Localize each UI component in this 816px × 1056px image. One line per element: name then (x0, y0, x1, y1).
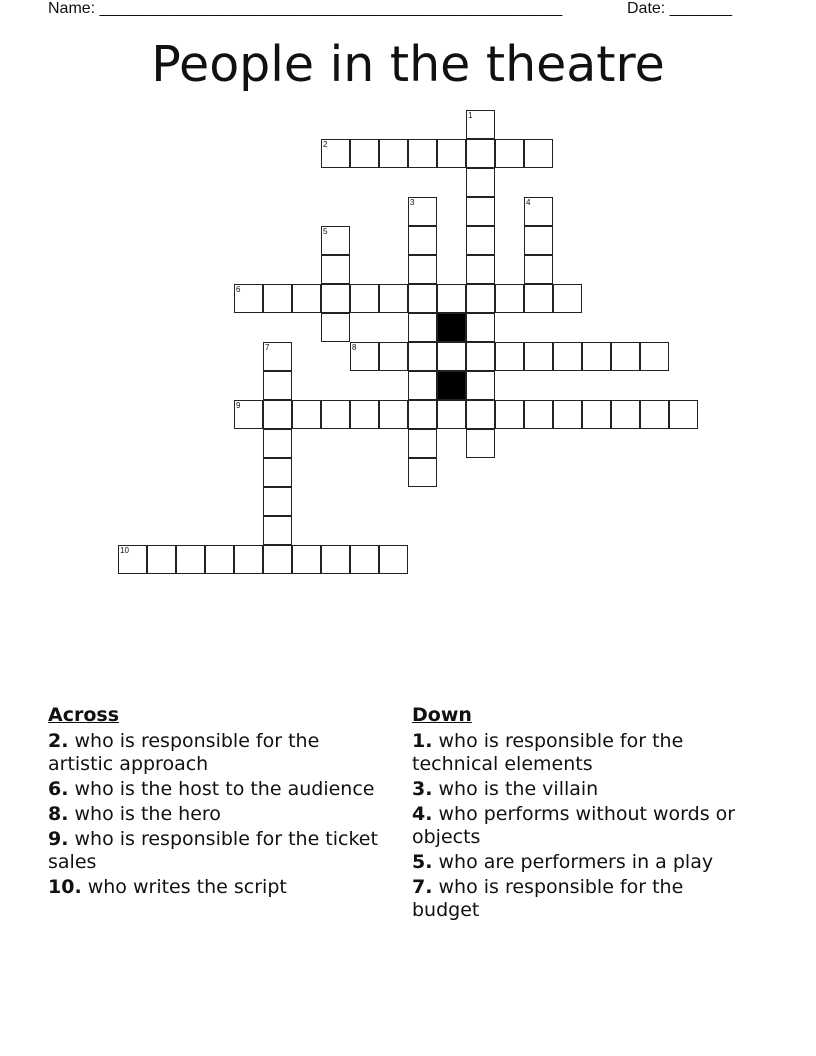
grid-cell[interactable] (263, 284, 292, 313)
clue-item-number: 10. (48, 876, 82, 898)
grid-cell[interactable] (466, 255, 495, 284)
grid-cell[interactable] (408, 284, 437, 313)
grid-cell[interactable] (350, 284, 379, 313)
grid-cell[interactable] (321, 400, 350, 429)
grid-cell[interactable] (205, 545, 234, 574)
grid-cell[interactable] (292, 545, 321, 574)
across-clues (48, 704, 388, 901)
clue-item-number: 4. (412, 803, 433, 825)
grid-cell[interactable] (408, 226, 437, 255)
grid-cell[interactable] (234, 545, 263, 574)
black-square (437, 371, 466, 400)
grid-cell[interactable] (292, 400, 321, 429)
grid-cell[interactable] (524, 284, 553, 313)
grid-cell[interactable] (466, 168, 495, 197)
clue-number: 9 (236, 401, 241, 410)
clue-number: 7 (265, 343, 270, 352)
clue-number: 1 (468, 111, 473, 120)
grid-cell[interactable] (379, 400, 408, 429)
grid-cell[interactable] (437, 139, 466, 168)
clue-item-text: who writes the script (87, 876, 287, 898)
grid-cell[interactable] (466, 110, 495, 139)
grid-cell[interactable] (408, 371, 437, 400)
clue-item-text: who is the host to the audience (74, 778, 375, 800)
grid-cell[interactable] (263, 342, 292, 371)
grid-cell[interactable] (350, 400, 379, 429)
clue-item-number: 3. (412, 778, 433, 800)
clue-number: 4 (526, 198, 531, 207)
clue-item-text: who is the hero (74, 803, 221, 825)
grid-cell[interactable] (524, 400, 553, 429)
grid-cell[interactable] (466, 400, 495, 429)
grid-cell[interactable] (118, 545, 147, 574)
grid-cell[interactable] (379, 139, 408, 168)
clue-item (48, 803, 388, 826)
clue-item (412, 803, 752, 849)
grid-cell[interactable] (408, 400, 437, 429)
grid-cell[interactable] (292, 284, 321, 313)
clue-number: 6 (236, 285, 241, 294)
clue-item-number: 9. (48, 828, 69, 850)
grid-cell[interactable] (495, 342, 524, 371)
grid-cell[interactable] (321, 226, 350, 255)
grid-cell[interactable] (524, 342, 553, 371)
name-field-label: Name: ____________________________________________________ (48, 0, 563, 17)
grid-cell[interactable] (234, 284, 263, 313)
grid-cell[interactable] (263, 545, 292, 574)
grid-cell[interactable] (321, 139, 350, 168)
clue-number: 3 (410, 198, 415, 207)
grid-cell[interactable] (466, 284, 495, 313)
grid-cell[interactable] (495, 400, 524, 429)
grid-cell[interactable] (321, 255, 350, 284)
grid-cell[interactable] (321, 284, 350, 313)
grid-cell[interactable] (408, 429, 437, 458)
clue-item-text: who performs without words or objects (412, 803, 736, 848)
clue-item (412, 876, 752, 922)
clue-number: 2 (323, 140, 328, 149)
clue-item-number: 2. (48, 730, 69, 752)
grid-cell[interactable] (466, 139, 495, 168)
down-clues (412, 704, 752, 924)
grid-cell[interactable] (379, 545, 408, 574)
grid-cell[interactable] (611, 400, 640, 429)
grid-cell[interactable] (263, 371, 292, 400)
clue-item-number: 8. (48, 803, 69, 825)
grid-cell[interactable] (350, 139, 379, 168)
page-title: People in the theatre (151, 36, 665, 93)
clue-item (412, 730, 752, 776)
grid-cell[interactable] (379, 342, 408, 371)
grid-cell[interactable] (466, 226, 495, 255)
grid-cell[interactable] (379, 284, 408, 313)
grid-cell[interactable] (466, 342, 495, 371)
grid-cell[interactable] (321, 545, 350, 574)
clue-item-text: who is responsible for the technical elements (412, 730, 684, 775)
clue-item-number: 7. (412, 876, 433, 898)
grid-cell[interactable] (408, 139, 437, 168)
grid-cell[interactable] (524, 226, 553, 255)
grid-cell[interactable] (321, 313, 350, 342)
grid-cell[interactable] (495, 284, 524, 313)
grid-cell[interactable] (524, 139, 553, 168)
grid-cell[interactable] (466, 429, 495, 458)
grid-cell[interactable] (263, 516, 292, 545)
grid-cell[interactable] (263, 458, 292, 487)
grid-cell[interactable] (640, 342, 669, 371)
grid-cell[interactable] (437, 342, 466, 371)
grid-cell[interactable] (408, 342, 437, 371)
grid-cell[interactable] (437, 284, 466, 313)
grid-cell[interactable] (263, 400, 292, 429)
clue-item-text: who is responsible for the budget (412, 876, 684, 921)
clue-item (48, 730, 388, 776)
grid-cell[interactable] (176, 545, 205, 574)
clue-number: 8 (352, 343, 357, 352)
clue-item (48, 778, 388, 801)
grid-cell[interactable] (466, 313, 495, 342)
grid-cell[interactable] (582, 400, 611, 429)
clue-item-number: 1. (412, 730, 433, 752)
grid-cell[interactable] (350, 342, 379, 371)
grid-cell[interactable] (553, 400, 582, 429)
grid-cell[interactable] (408, 255, 437, 284)
clue-item (48, 876, 388, 899)
grid-cell[interactable] (466, 197, 495, 226)
grid-cell[interactable] (553, 342, 582, 371)
clue-item (412, 778, 752, 801)
clue-number: 5 (323, 227, 328, 236)
clue-item-number: 6. (48, 778, 69, 800)
grid-cell[interactable] (408, 313, 437, 342)
grid-cell[interactable] (524, 197, 553, 226)
grid-cell[interactable] (669, 400, 698, 429)
grid-cell[interactable] (408, 197, 437, 226)
clue-item-text: who is responsible for the artistic approach (48, 730, 320, 775)
clue-item (48, 828, 388, 874)
down-heading: Down (412, 704, 472, 726)
grid-cell[interactable] (263, 487, 292, 516)
clue-number: 10 (120, 546, 129, 555)
grid-cell[interactable] (437, 400, 466, 429)
black-square (437, 313, 466, 342)
grid-cell[interactable] (640, 400, 669, 429)
clue-item-number: 5. (412, 851, 433, 873)
grid-cell[interactable] (495, 139, 524, 168)
grid-cell[interactable] (234, 400, 263, 429)
clue-item-text: who are performers in a play (438, 851, 714, 873)
grid-cell[interactable] (611, 342, 640, 371)
grid-cell[interactable] (524, 255, 553, 284)
across-heading: Across (48, 704, 120, 726)
clue-item-text: who is the villain (438, 778, 599, 800)
grid-cell[interactable] (553, 284, 582, 313)
grid-cell[interactable] (466, 371, 495, 400)
grid-cell[interactable] (263, 429, 292, 458)
clue-item-text: who is responsible for the ticket sales (48, 828, 378, 873)
grid-cell[interactable] (582, 342, 611, 371)
clue-item (412, 851, 752, 874)
date-field-label: Date: _______ (627, 0, 732, 17)
grid-cell[interactable] (147, 545, 176, 574)
grid-cell[interactable] (408, 458, 437, 487)
grid-cell[interactable] (350, 545, 379, 574)
